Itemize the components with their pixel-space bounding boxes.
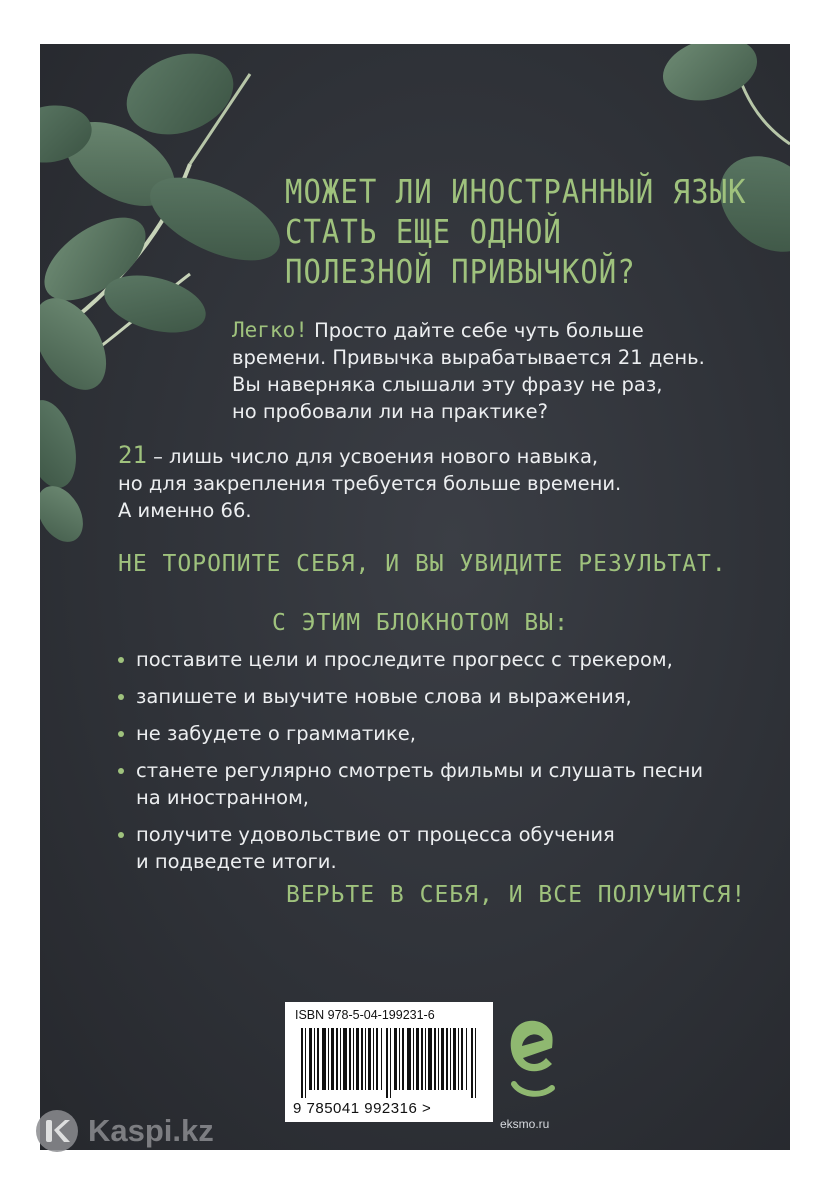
bullet-icon [118, 657, 124, 663]
headline-line-1: МОЖЕТ ЛИ ИНОСТРАННЫЙ ЯЗЫК [285, 172, 747, 212]
kaspi-watermark [34, 1108, 214, 1154]
bullet-icon [118, 768, 124, 774]
habit-paragraph [118, 442, 621, 524]
list-item: поставите цели и проследите прогресс с трекером, [118, 646, 703, 673]
list-item: станете регулярно смотреть фильмы и слушать песни на иностранном, [118, 757, 703, 811]
habit-line-3: А именно 66. [118, 499, 252, 522]
intro-lead-word: Легко! [232, 318, 308, 342]
isbn-label: ISBN 978-5-04-199231-6 [295, 1008, 435, 1022]
book-back-cover [40, 44, 790, 1150]
list-title: С ЭТИМ БЛОКНОТОМ ВЫ: [272, 610, 569, 636]
watermark-text: Kaspi.kz [88, 1113, 214, 1148]
intro-line-2: времени. Привычка вырабатывается 21 день. [232, 346, 705, 369]
intro-line-4: но пробовали ли на практике? [232, 400, 548, 423]
isbn-barcode [285, 1002, 493, 1122]
intro-line-3: Вы наверняка слышали эту фразу не раз, [232, 373, 663, 396]
list-item: не забудете о грамматике, [118, 720, 703, 747]
feature-list [118, 646, 703, 885]
intro-line-1: Просто дайте себе чуть больше [314, 319, 644, 342]
slogan: НЕ ТОРОПИТЕ СЕБЯ, И ВЫ УВИДИТЕ РЕЗУЛЬТАТ. [118, 551, 727, 577]
kaspi-logo-icon [34, 1108, 80, 1154]
eksmo-logo-icon [506, 1004, 558, 1104]
bullet-icon [118, 731, 124, 737]
barcode-icon [301, 1028, 477, 1098]
headline-line-2: СТАТЬ ЕЩЕ ОДНОЙ [285, 212, 562, 252]
publisher-site: eksmo.ru [500, 1117, 550, 1131]
bullet-icon [118, 832, 124, 838]
habit-lead-number: 21 [118, 441, 147, 469]
habit-line-1: – лишь число для усвоения нового навыка, [153, 445, 599, 468]
bullet-icon [118, 694, 124, 700]
headline-line-3: ПОЛЕЗНОЙ ПРИВЫЧКОЙ? [285, 252, 636, 292]
closing-slogan: ВЕРЬТЕ В СЕБЯ, И ВСЕ ПОЛУЧИТСЯ! [286, 882, 747, 908]
barcode-number: 9 785041 992316 > [293, 1100, 432, 1117]
list-item: запишете и выучите новые слова и выражения, [118, 683, 703, 710]
intro-paragraph [232, 317, 705, 425]
list-item: получите удовольствие от процесса обучения и подведете итоги. [118, 821, 703, 875]
habit-line-2: но для закрепления требуется больше времени. [118, 472, 622, 495]
